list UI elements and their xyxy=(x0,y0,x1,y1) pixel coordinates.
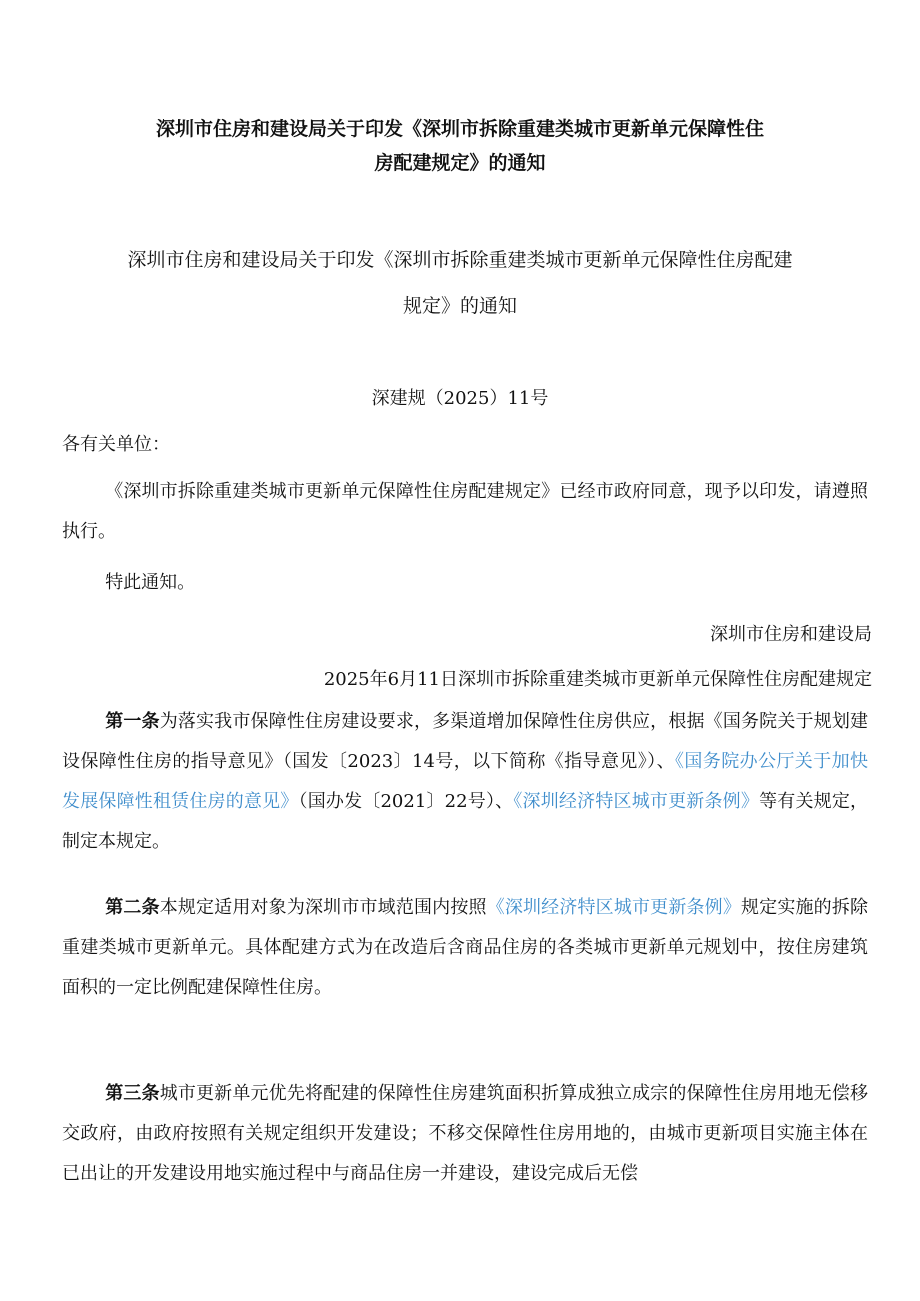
article-2 xyxy=(62,888,868,1008)
document-heading xyxy=(0,112,920,180)
link-state-council-rental-housing-opinion[interactable]: 《国务院办公厅关于加快发展保障性租赁住房的意见》 xyxy=(62,751,869,812)
article-1-title: 第一条 xyxy=(105,711,160,732)
document-number: 深建规（2025）11号 xyxy=(371,388,549,409)
article-1-text: 为落实我市保障性住房建设要求，多渠道增加保障性住房供应，根据《国务院关于规划建设保障性住房的指导意见》（国发〔2023〕14号，以下简称《指导意见》）、 xyxy=(62,711,868,772)
article-3-title: 第三条 xyxy=(105,1083,160,1104)
subtitle-line-1: 深圳市住房和建设局关于印发《深圳市拆除重建类城市更新单元保障性住房配建 xyxy=(127,249,793,271)
salutation: 各有关单位： xyxy=(62,434,170,455)
heading-line-1: 深圳市住房和建设局关于印发《深圳市拆除重建类城市更新单元保障性住 xyxy=(155,118,764,140)
article-3 xyxy=(62,1074,868,1194)
link-shenzhen-urban-renewal-regulation[interactable]: 《深圳经济特区城市更新条例》 xyxy=(513,791,760,812)
article-1-text: （国办发〔2021〕22号）、 xyxy=(298,791,514,812)
article-1-text: 等有关规定，制定本规定。 xyxy=(62,791,869,852)
article-3-text: 城市更新单元优先将配建的保障性住房建筑面积折算成独立成宗的保障性住房用地无偿移交政府，由政府按照有关规定组织开发建设；不移交保障性住房用地的，由城市更新项目实施主体在已出让的开发建设用地实施过程中与商品住房一并建设，建设完成后无偿 xyxy=(62,1083,868,1184)
article-1 xyxy=(62,702,868,862)
issue-date-line: 2025年6月11日深圳市拆除重建类城市更新单元保障性住房配建规定 xyxy=(323,669,872,690)
notice-closing: 特此通知。 xyxy=(105,572,196,593)
notice-body-paragraph: 《深圳市拆除重建类城市更新单元保障性住房配建规定》已经市政府同意，现予以印发，请遵照执行。 xyxy=(62,481,868,542)
subtitle-line-2: 规定》的通知 xyxy=(402,295,517,317)
issuer-name: 深圳市住房和建设局 xyxy=(710,624,872,645)
article-2-title: 第二条 xyxy=(105,897,160,918)
article-2-text: 规定实施的拆除重建类城市更新单元。具体配建方式为在改造后含商品住房的各类城市更新单元规划中，按住房建筑面积的一定比例配建保障性住房。 xyxy=(62,897,869,998)
document-subtitle xyxy=(60,237,860,329)
article-2-text: 本规定适用对象为深圳市市域范围内按照 xyxy=(159,897,487,918)
heading-line-2: 房配建规定》的通知 xyxy=(374,152,546,174)
link-shenzhen-urban-renewal-regulation[interactable]: 《深圳经济特区城市更新条例》 xyxy=(486,897,742,918)
